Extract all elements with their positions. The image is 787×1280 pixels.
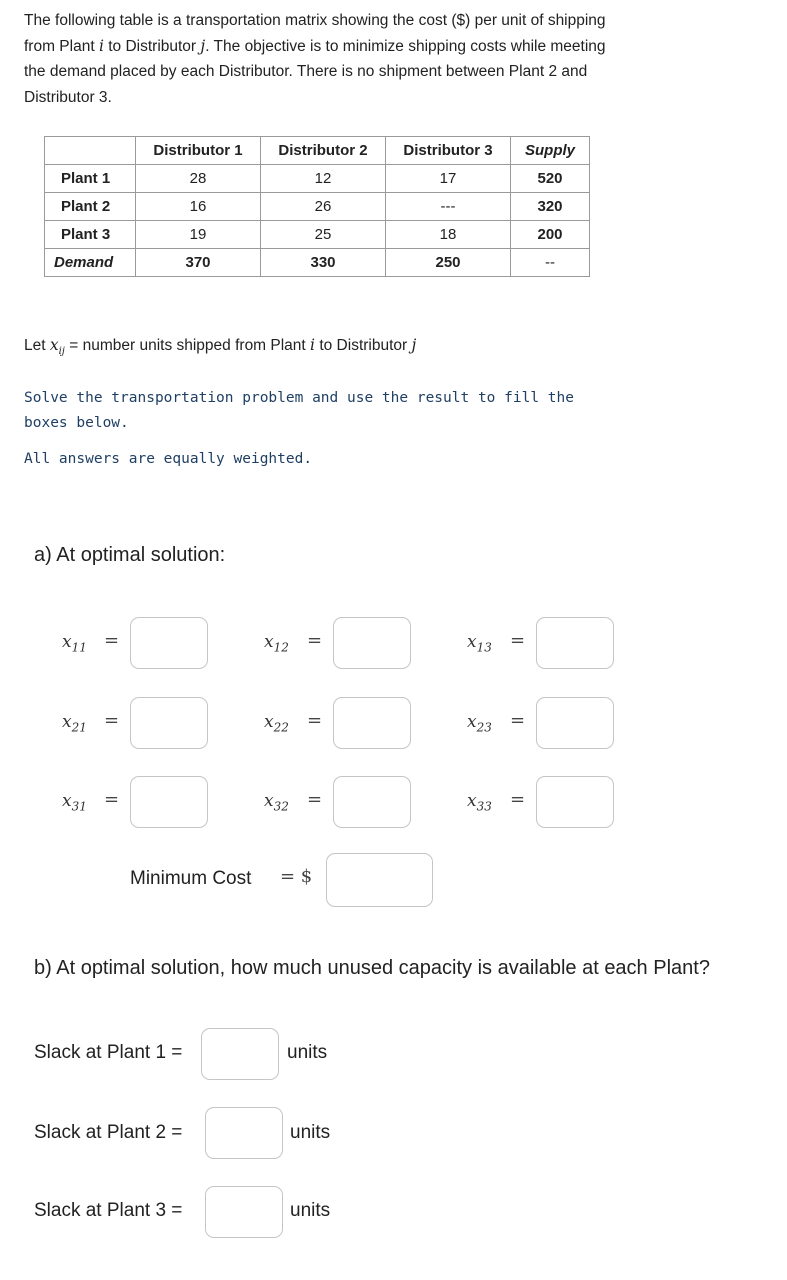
transportation-matrix (44, 136, 590, 277)
var-x11-label: $x_{11}$ (62, 632, 87, 655)
slack-plant-3-input[interactable] (205, 1186, 283, 1238)
slack-plant-1-label: Slack at Plant 1 = (34, 1042, 183, 1063)
row-label: Plant 2 (45, 193, 136, 221)
slack-plant-2-label: Slack at Plant 2 = (34, 1122, 183, 1143)
x21-input[interactable] (130, 697, 208, 749)
units-label: units (290, 1122, 331, 1143)
x32-input[interactable] (333, 776, 411, 828)
table-cell: 17 (386, 165, 511, 193)
header-distributor-3: Distributor 3 (386, 137, 511, 165)
instructions: Solve the transportation problem and use the result to fill the boxes below. (24, 390, 574, 431)
table-cell: --- (386, 193, 511, 221)
equals-sign: = (307, 710, 323, 731)
equals-sign: = (510, 789, 526, 810)
x12-input[interactable] (333, 617, 411, 669)
table-cell: 28 (136, 165, 261, 193)
minimum-cost-equals: = $ (280, 866, 313, 887)
var-x22-label: $x_{22}$ (264, 712, 289, 735)
equals-sign: = (104, 789, 120, 810)
variable-definition: Let $x_{ij}$ = number units shipped from Plant i to Distributor j (24, 336, 417, 358)
x22-input[interactable] (333, 697, 411, 749)
table-cell: 19 (136, 221, 261, 249)
equals-sign: = (104, 630, 120, 651)
table-cell: 250 (386, 249, 511, 277)
x23-input[interactable] (536, 697, 614, 749)
header-distributor-2: Distributor 2 (261, 137, 386, 165)
equals-sign: = (307, 789, 323, 810)
minimum-cost-label: Minimum Cost (130, 868, 252, 889)
slack-plant-2-input[interactable] (205, 1107, 283, 1159)
part-b-heading: b) At optimal solution, how much unused capacity is available at each Plant? (34, 957, 710, 979)
table-cell: 520 (511, 165, 590, 193)
units-label: units (287, 1042, 328, 1063)
table-row (45, 193, 590, 221)
table-header-row (45, 137, 590, 165)
slack-plant-1-input[interactable] (201, 1028, 279, 1080)
table-cell: 12 (261, 165, 386, 193)
header-distributor-1: Distributor 1 (136, 137, 261, 165)
intro-line-2: from Plant i to Distributor j. The objective is to minimize shipping costs while meeting (24, 36, 606, 55)
units-label: units (290, 1200, 331, 1221)
table-cell: 370 (136, 249, 261, 277)
weighting-note: All answers are equally weighted. (24, 451, 313, 467)
minimum-cost-input[interactable] (326, 853, 433, 907)
var-x13-label: $x_{13}$ (467, 632, 492, 655)
table-cell: 320 (511, 193, 590, 221)
x13-input[interactable] (536, 617, 614, 669)
intro-line-3: the demand placed by each Distributor. There is no shipment between Plant 2 and (24, 63, 588, 80)
header-supply: Supply (511, 137, 590, 165)
table-cell: 16 (136, 193, 261, 221)
table-cell: -- (511, 249, 590, 277)
equals-sign: = (510, 710, 526, 731)
var-x21-label: $x_{21}$ (62, 712, 87, 735)
table-cell: 25 (261, 221, 386, 249)
intro-line-1: The following table is a transportation matrix showing the cost ($) per unit of shipping (24, 12, 606, 29)
equals-sign: = (307, 630, 323, 651)
var-x12-label: $x_{12}$ (264, 632, 289, 655)
table-cell: 200 (511, 221, 590, 249)
var-x33-label: $x_{33}$ (467, 791, 492, 814)
intro-line-4: Distributor 3. (24, 88, 112, 106)
table-cell: 330 (261, 249, 386, 277)
row-label: Plant 1 (45, 165, 136, 193)
row-label: Plant 3 (45, 221, 136, 249)
equals-sign: = (104, 710, 120, 731)
slack-plant-3-label: Slack at Plant 3 = (34, 1200, 183, 1221)
part-a-heading: a) At optimal solution: (34, 544, 226, 566)
x31-input[interactable] (130, 776, 208, 828)
table-cell: 18 (386, 221, 511, 249)
table-cell: 26 (261, 193, 386, 221)
x11-input[interactable] (130, 617, 208, 669)
equals-sign: = (510, 630, 526, 651)
var-x23-label: $x_{23}$ (467, 712, 492, 735)
table-row (45, 221, 590, 249)
var-x32-label: $x_{32}$ (264, 791, 289, 814)
table-row (45, 165, 590, 193)
row-label: Demand (45, 249, 136, 277)
x33-input[interactable] (536, 776, 614, 828)
problem-intro (24, 8, 704, 110)
var-x31-label: $x_{31}$ (62, 791, 87, 814)
table-corner (45, 137, 136, 165)
table-row (45, 249, 590, 277)
